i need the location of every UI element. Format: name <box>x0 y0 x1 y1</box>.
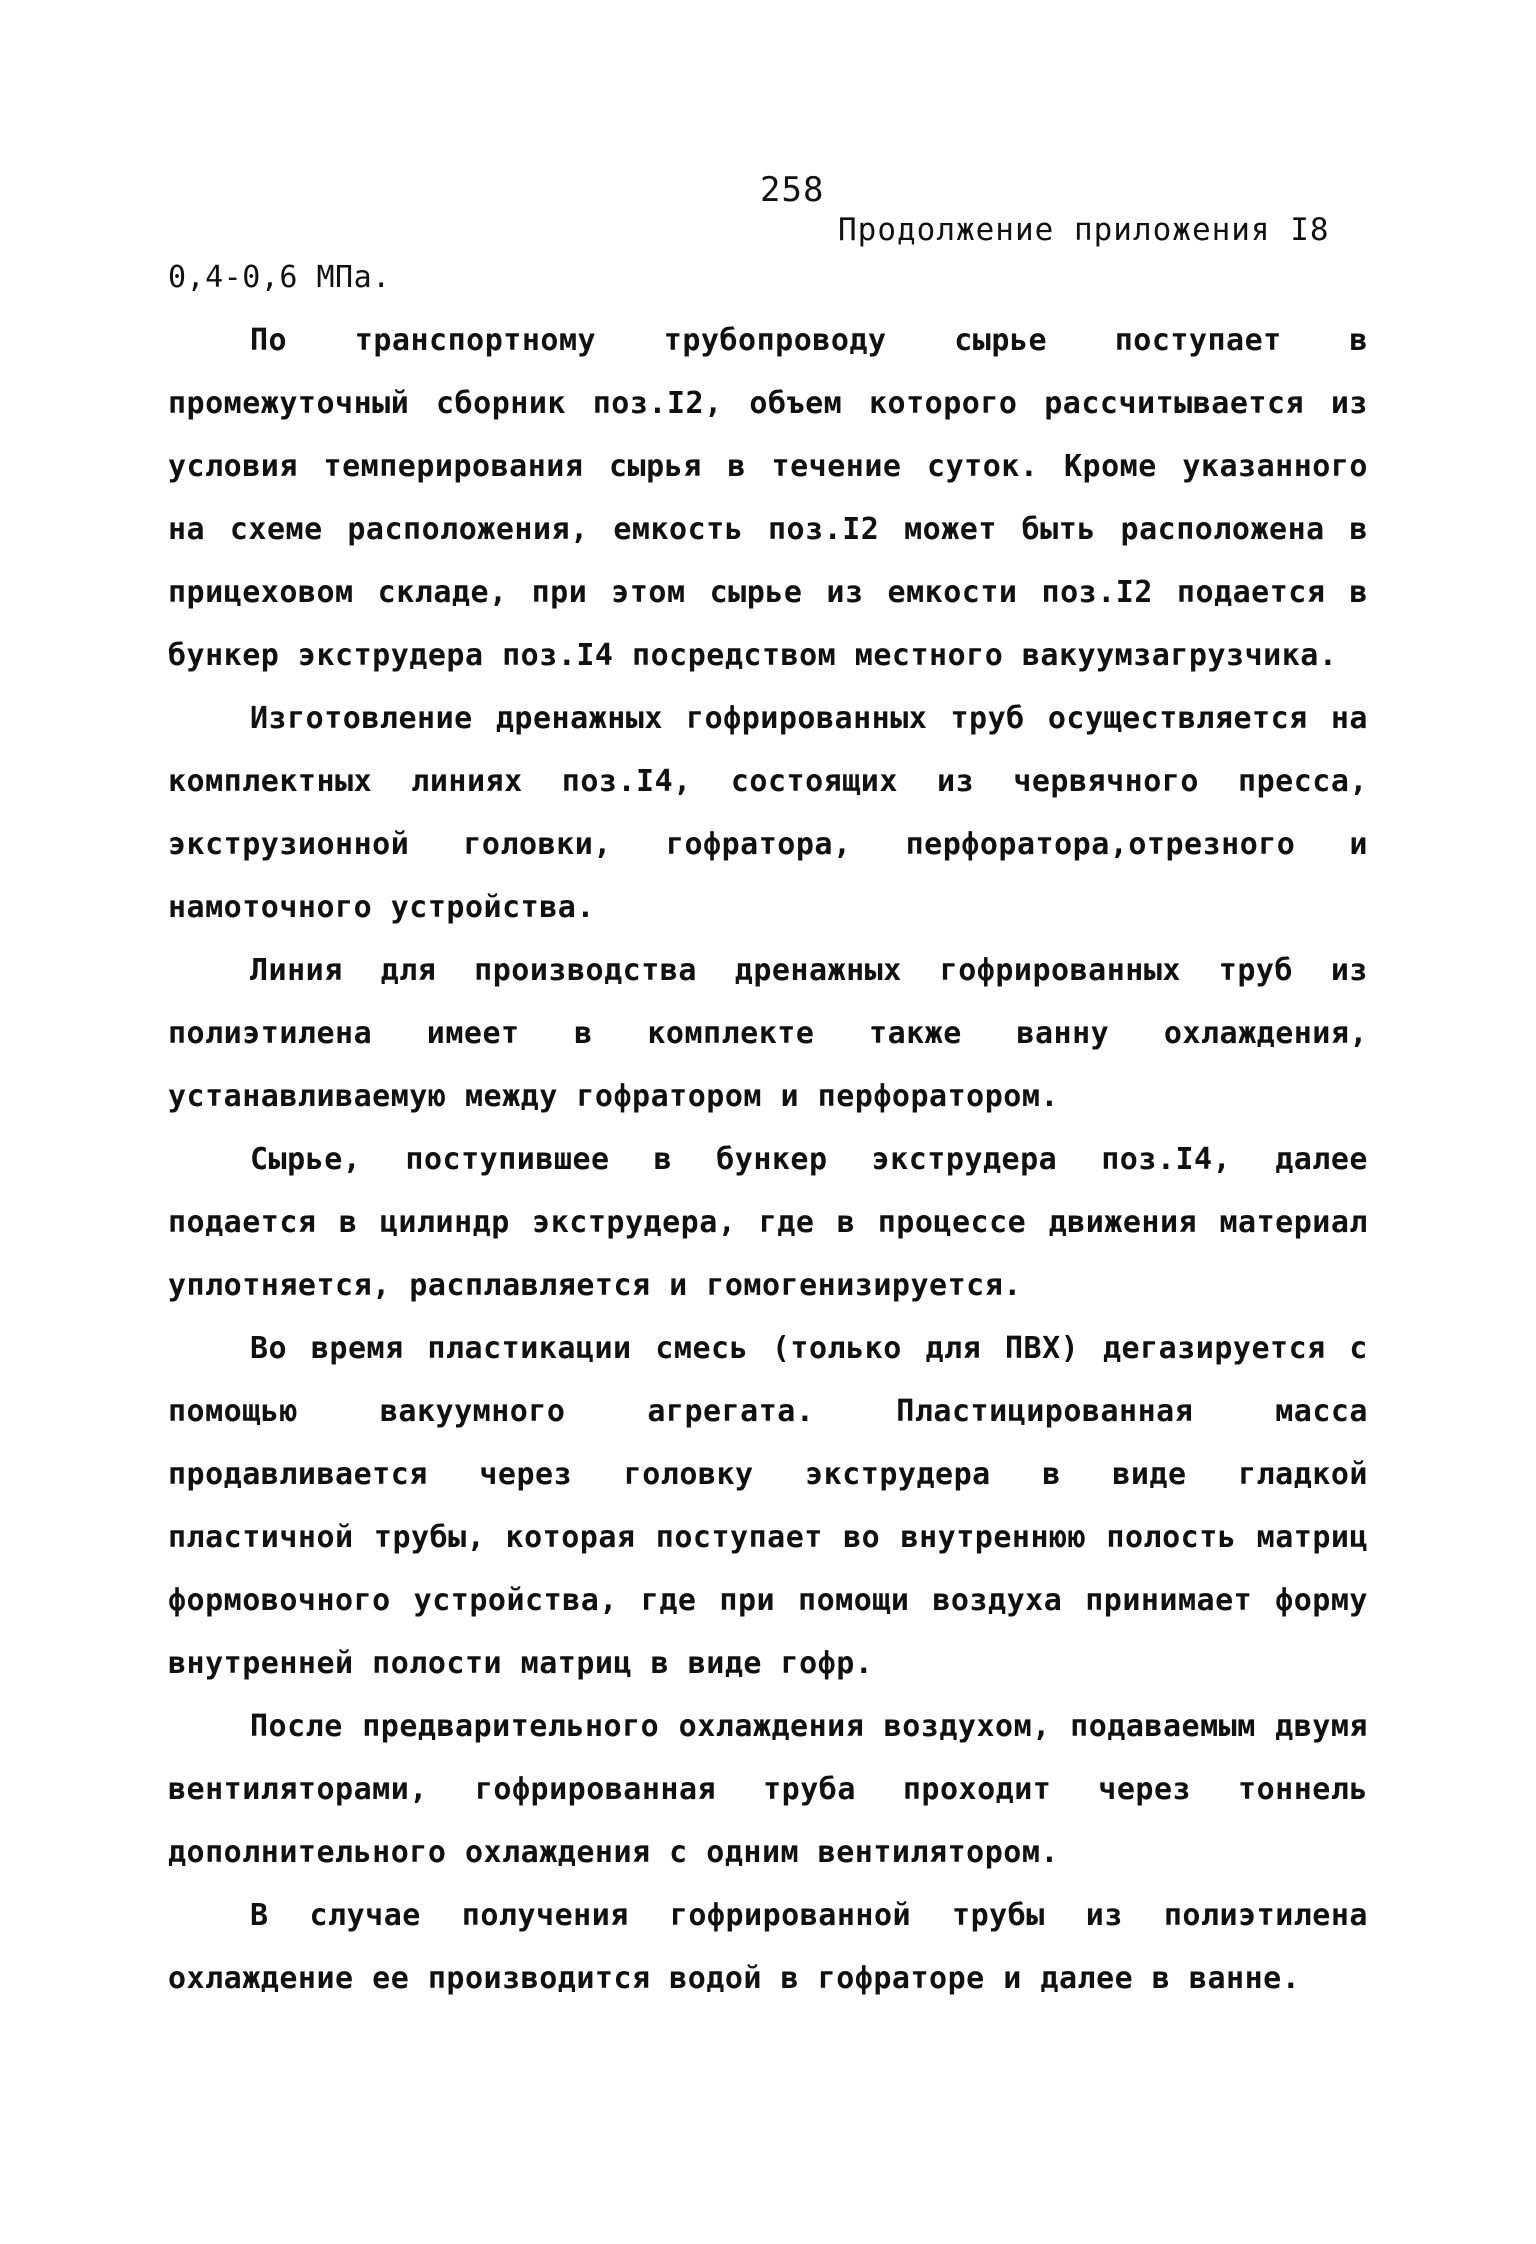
paragraph: Во время пластикации смесь (только для ПВХ) дегазируется с помощью вакуумного агрегата. Пластицированная масса продавливается через головку экструдера в виде гладкой пластичной трубы, которая поступает во внутреннюю полость матриц формовочного устройства, где при помощи воздуха принимает форму внутренней полости матриц в виде гофр. <box>168 1331 1368 1681</box>
paragraph: Изготовление дренажных гофрированных труб осуществляется на комплектных линиях поз.I4, состоящих из червячного пресса, экструзионной головки, гофратора, перфоратора,отрезного и намоточного устройства. <box>168 701 1368 925</box>
paragraph: Сырье, поступившее в бункер экструдера поз.I4, далее подается в цилиндр экструдера, где в процессе движения материал уплотняется, расплавляется и гомогенизируется. <box>168 1142 1368 1303</box>
page-number: 258 <box>760 170 825 210</box>
paragraph: Линия для производства дренажных гофрированных труб из полиэтилена имеет в комплекте также ванну охлаждения, устанавливаемую между гофратором и перфоратором. <box>168 953 1368 1114</box>
first-line: 0,4-0,6 МПа. <box>168 260 391 295</box>
paragraph: В случае получения гофрированной трубы из полиэтилена охлаждение ее производится водой в гофраторе и далее в ванне. <box>168 1898 1368 1996</box>
paragraph: После предварительного охлаждения воздухом, подаваемым двумя вентиляторами, гофрированная труба проходит через тоннель дополнительного охлаждения с одним вентилятором. <box>168 1709 1368 1870</box>
document-body <box>168 246 1368 2010</box>
paragraph: По транспортному трубопроводу сырье поступает в промежуточный сборник поз.I2, объем которого рассчитывается из условия темперирования сырья в течение суток. Кроме указанного на схеме расположения, емкость поз.I2 может быть расположена в прицеховом складе, при этом сырье из емкости поз.I2 подается в бункер экструдера поз.I4 посредством местного вакуумзагрузчика. <box>168 323 1368 673</box>
continuation-label: Продолжение приложения I8 <box>838 212 1330 248</box>
